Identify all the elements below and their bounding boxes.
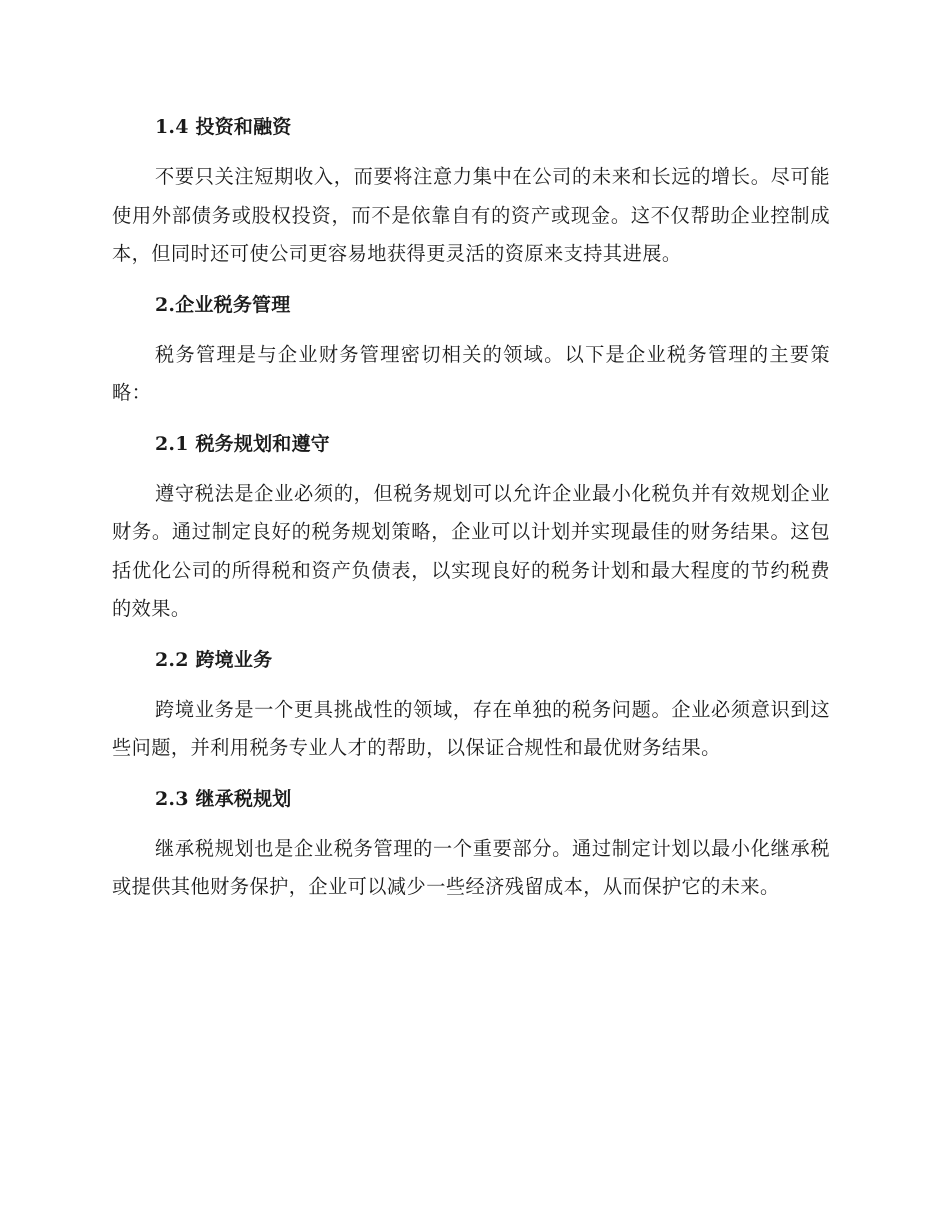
section-heading-tax-management: 2.企业税务管理 — [155, 293, 291, 316]
document-page — [112, 107, 830, 918]
section-paragraph-inheritance-tax: 继承税规划也是企业税务管理的一个重要部分。通过制定计划以最小化继承税或提供其他财务保护，企业可以减少一些经济残留成本，从而保护它的未来。 — [112, 836, 830, 898]
section-paragraph-cross-border: 跨境业务是一个更具挑战性的领域，存在单独的税务问题。企业必须意识到这些问题，并利用税务专业人才的帮助，以保证合规性和最优财务结果。 — [112, 697, 830, 759]
section-heading-tax-planning: 2.1 税务规划和遵守 — [155, 432, 330, 455]
section-paragraph-tax-planning: 遵守税法是企业必须的，但税务规划可以允许企业最小化税负并有效规划企业财务。通过制定良好的税务规划策略，企业可以计划并实现最佳的财务结果。这包括优化公司的所得税和资产负债表，以实现良好的税务计划和最大程度的节约税费的效果。 — [112, 481, 830, 620]
section-heading-investment-financing: 1.4 投资和融资 — [155, 116, 292, 138]
section-heading-inheritance-tax: 2.3 继承税规划 — [155, 787, 292, 810]
section-heading-cross-border: 2.2 跨境业务 — [155, 648, 273, 671]
section-paragraph-investment-financing: 不要只关注短期收入，而要将注意力集中在公司的未来和长远的增长。尽可能使用外部债务或股权投资，而不是依靠自有的资产或现金。这不仅帮助企业控制成本，但同时还可使公司更容易地获得更灵活的资原来支持其进展。 — [112, 165, 830, 265]
section-paragraph-tax-management: 税务管理是与企业财务管理密切相关的领域。以下是企业税务管理的主要策略： — [112, 342, 830, 404]
